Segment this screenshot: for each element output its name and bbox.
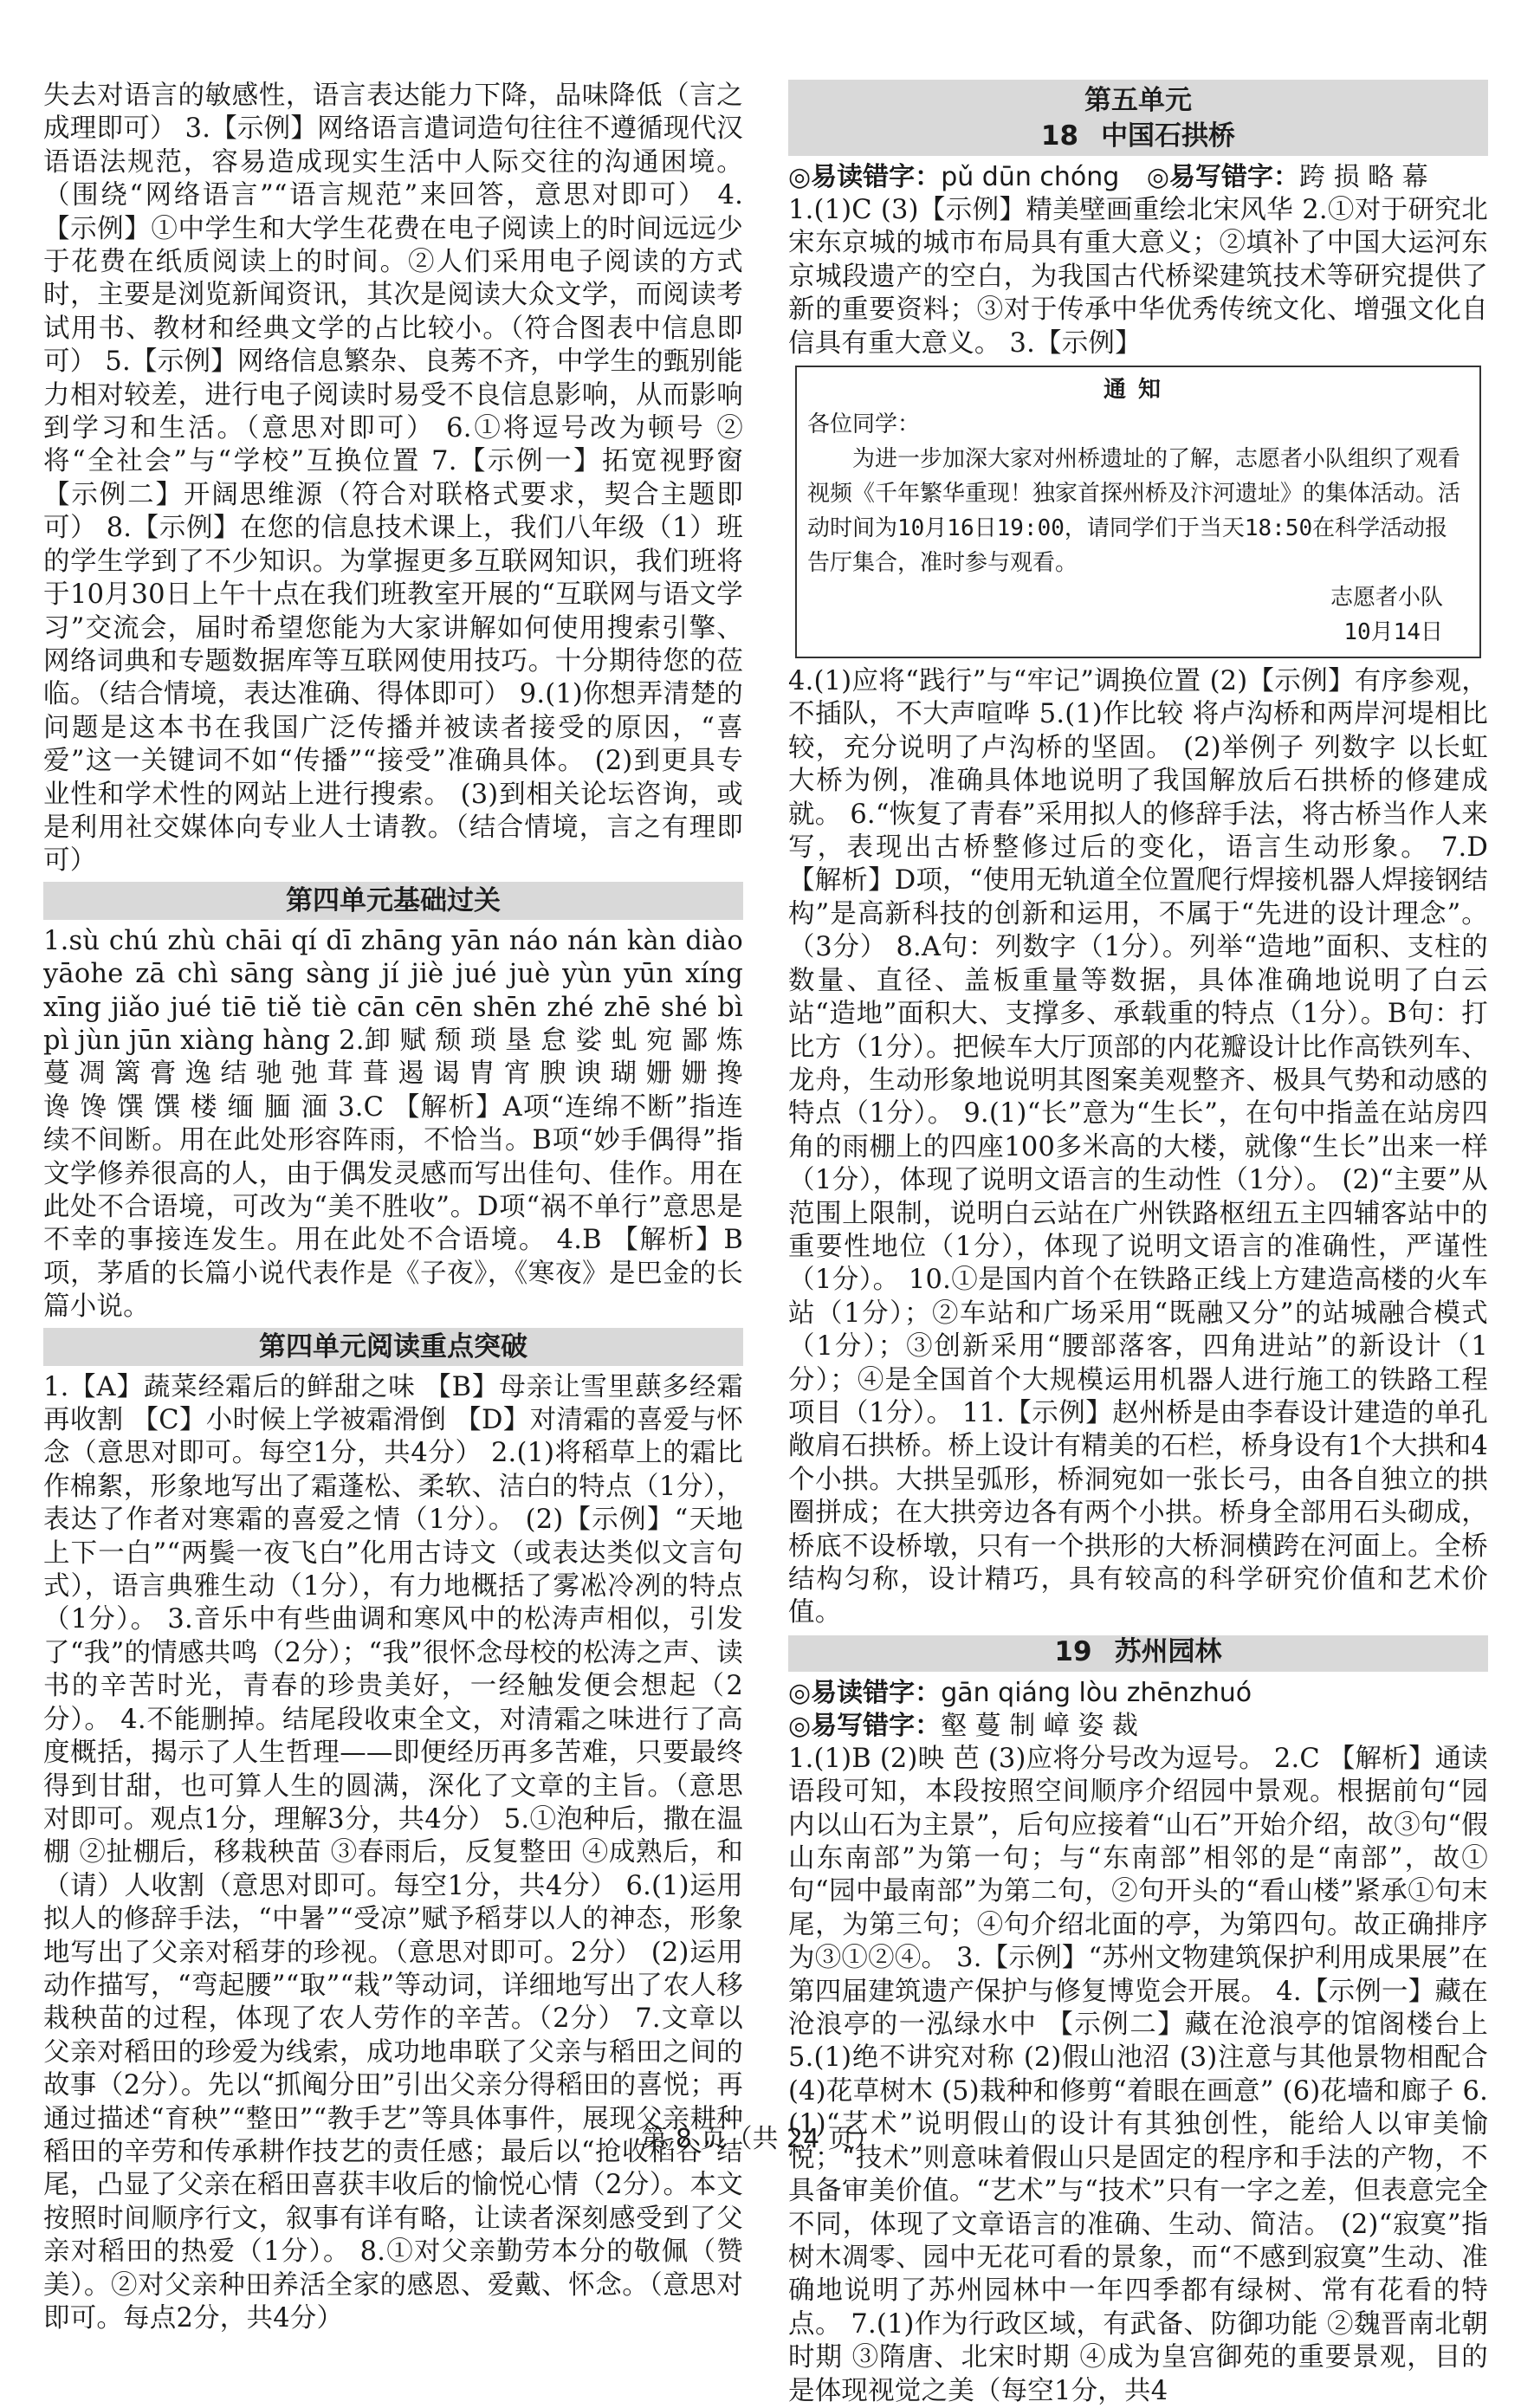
notice-title: 通知 xyxy=(1103,377,1173,404)
unit4-answers-continued: 失去对语言的敏感性，语言表达能力下降，品味降低（言之成理即可） 3.【示例】网络语言遣词造句往往不遵循现代汉语语法规范，容易造成现实生活中人际交往的沟通困境。（围绕“网络语言”“语言规范”来回答，意思对即可） 4.【示例】①中学生和大学生花费在电子阅读上的时间远远少于花费在纸质阅读上的时间。②人们采用电子阅读的方式时，主要是浏览新闻资讯，其次是阅读大众文学，而阅读考试用书、教材和经典文学的占比较小。（符合图表中信息即可） 5.【示例】网络信息繁杂、良莠不齐，中学生的甄别能力相对较差，进行电子阅读时易受不良信息影响，从而影响到学习和生活。（意思对即可） 6.①将逗号改为顿号 ②将“全社会”与“学校”互换位置 7.【示例一】拓宽视野窗 【示例二】开阔思维源（符合对联格式要求，契合主题即可） 8.【示例】在您的信息技术课上，我们八年级（1）班的学生学到了不少知识。为掌握更多互联网知识，我们班将于10月30日上午十点在我们班教室开展的“互联网与语文学习”交流会，届时希望您能为大家讲解如何使用搜索引擎、网络词典和专题数据库等互联网使用技巧。十分期待您的莅临。（结合情境，表达准确、得体即可） 9.(1)你想弄清楚的问题是这本书在我国广泛传播并被读者接受的原因，“喜爱”这一关键词不如“传播”“接受”准确具体。 (2)到更具专业性和学术性的网站上进行搜索。 (3)到相关论坛咨询，或是利用社交媒体向专业人士请教。（结合情境，言之有理即可） xyxy=(43,81,743,877)
lesson-18-heading xyxy=(788,120,1488,156)
section-heading-reading: 第四单元阅读重点突破 xyxy=(43,1328,743,1366)
left-column xyxy=(43,80,743,2335)
notice-body: 为进一步加深大家对州桥遗址的了解，志愿者小队组织了观看视频《千年繁华重现！独家首探州桥及汴河遗址》的集体活动。活动时间为10月16日19:00，请同学们于当天18:50在科学活动报告厅集合，准时参与观看。 xyxy=(807,446,1461,577)
notice-date: 10月14日 xyxy=(1343,619,1443,646)
lesson-18-error-words xyxy=(788,161,1488,194)
read-error-label: ◎易读错字： xyxy=(788,162,942,192)
lesson-number: 18 xyxy=(1040,120,1079,152)
unit4-basic-answers: 1.sù chú zhù chāi qí dī zhāng yān náo nán kàn diào yāohe zā chì sāng sàng jí jiè jué juè yùn yūn xíng xīng jiǎo jué tiē tiě tiè cān cēn shēn zhé zhē shé bì pì jùn jūn xiàng hàng 2.卸 赋 颓 琐 垦 怠 娑 虬 宛 鄙 炼 蔓 凋 篱 膏 逸 结 驰 弛 茸 葺 遏 谒 胄 宵 腴 谀 瑚 姗 姗 搀 谗 馋 馔 馔 楼 缅 腼 湎 3.C 【解析】A项“连绵不断”指连续不间断。用在此处形容阵雨，不恰当。B项“妙手偶得”指文学修养很高的人，由于偶发灵感而写出佳句、佳作。用在此处不合语境，可改为“美不胜收”。D项“祸不单行”意思是不幸的事接连发生。用在此处不合语境。 4.B 【解析】B项，茅盾的长篇小说代表作是《子夜》，《寒夜》是巴金的长篇小说。 xyxy=(43,925,743,1323)
lesson-title: 中国石拱桥 xyxy=(1101,120,1236,152)
unit4-reading-answers: 1.【A】蔬菜经霜后的鲜甜之味 【B】母亲让雪里蕻多经霜再收割 【C】小时候上学被霜滑倒 【D】对清霜的喜爱与怀念（意思对即可。每空1分，共4分） 2.(1)将稻草上的霜比作棉絮，形象地写出了霜蓬松、柔软、洁白的特点（1分），表达了作者对寒霜的喜爱之情（1分）。 (2)【示例】“天地上下一白”“两鬓一夜飞白”化用古诗文（或表达类似文言句式），语言典雅生动（1分），有力地概括了雾凇冷冽的特点（1分）。 3.音乐中有些曲调和寒风中的松涛声相似，引发了“我”的情感共鸣（2分）；“我”很怀念母校的松涛之声、读书的辛苦时光，青春的珍贵美好，一经触发便会想起（2分）。 4.不能删掉。结尾段收束全文，对清霜之味进行了高度概括，揭示了人生哲理——即便经历再多苦难，只要最终得到甘甜，也可算人生的圆满，深化了文章的主旨。（意思对即可。观点1分，理解3分，共4分） 5.①泡种后，撒在温棚 ②扯棚后，移栽秧苗 ③春雨后，反复整田 ④成熟后，和（请）人收割（意思对即可。每空1分，共4分） 6.(1)运用拟人的修辞手法，“中暑”“受凉”赋予稻芽以人的神态，形象地写出了父亲对稻芽的珍视。（意思对即可。2分） (2)运用动作描写，“弯起腰”“取”“栽”等动词，详细地写出了农人移栽秧苗的过程，体现了农人劳作的辛苦。（2分） 7.文章以父亲对稻田的珍爱为线索，成功地串联了父亲与稻田之间的故事（2分）。先以“抓阄分田”引出父亲分得稻田的喜悦；再通过描述“育秧”“整田”“教手艺”等具体事件，展现父亲耕种稻田的辛劳和传承耕作技艺的责任感；最后以“抢收稻谷”结尾，凸显了父亲在稻田喜获丰收后的愉悦心情（2分）。本文按照时间顺序行文，叙事有详有略，让读者深刻感受到了父亲对稻田的热爱（1分）。 8.①对父亲勤劳本分的敬佩（赞美）。②对父亲种田养活全家的感恩、爱戴、怀念。（意思对即可。每点2分，共4分） xyxy=(43,1371,743,2334)
lesson-18-answers: 1.(1)C (3)【示例】精美壁画重绘北宋风华 2.①对于研究北宋东京城的城市布局具有重大意义；②填补了中国大运河东京城段遗产的空白，为我国古代桥梁建筑技术等研究提供了新的重要资料；③对于传承中华优秀传统文化、增强文化自信具有重大意义。 3.【示例】 xyxy=(788,195,1488,359)
lesson-number: 19 xyxy=(1054,1635,1092,1667)
notice-greeting: 各位同学： xyxy=(807,411,921,438)
read-error-label: ◎易读错字： xyxy=(788,1677,942,1708)
right-column xyxy=(788,80,1488,2408)
lesson-19-read-errors xyxy=(788,1677,1488,1710)
read-error-words: pǔ dūn chóng xyxy=(941,162,1120,192)
page-number: 第 8 页（共 24 页） xyxy=(641,2124,880,2154)
read-error-words: gān qiáng lòu zhēnzhuó xyxy=(941,1677,1252,1708)
lesson-19-heading xyxy=(788,1635,1488,1672)
write-error-label: ◎易写错字： xyxy=(788,1710,942,1741)
lesson-title: 苏州园林 xyxy=(1114,1635,1222,1667)
lesson-19-answers: 1.(1)B (2)映 芭 (3)应将分号改为逗号。 2.C 【解析】通读语段可知，本段按照空间顺序介绍园中景观。根据前句“园内以山石为主景”，后句应接着“山石”开始介绍，故③句“假山东南部”为第一句；与“东南部”相邻的是“南部”，故①句“园中最南部”为第二句，②句开头的“看山楼”紧承①句末尾，为第三句；④句介绍北面的亭，为第四句。故正确排序为③①②④。 3.【示例】“苏州文物建筑保护利用成果展”在第四届建筑遗产保护与修复博览会开展。 4.【示例一】藏在沧浪亭的一泓绿水中 【示例二】藏在沧浪亭的馆阁楼台上 5.(1)绝不讲究对称 (2)假山池沼 (3)注意与其他景物相配合 (4)花草树木 (5)栽种和修剪“着眼在画意” (6)花墙和廊子 6.(1)“艺术”说明假山的设计有其独创性，能给人以审美愉悦；“技术”则意味着假山只是固定的程序和手法的产物，不具备审美价值。“艺术”与“技术”只有一字之差，但表意完全不同，体现了文章语言的准确、生动、简洁。 (2)“寂寞”指树木凋零、园中无花可看的景象，而“不感到寂寞”生动、准确地说明了苏州园林中一年四季都有绿树、常有花看的特点。 7.(1)作为行政区域，有武备、防御功能 ②魏晋南北朝时期 ③隋唐、北宋时期 ④成为皇宫御苑的重要景观，目的是体现视觉之美（每空1分，共4 xyxy=(788,1743,1488,2406)
notice-signature: 志愿者小队 xyxy=(1330,585,1443,612)
lesson-19-write-errors xyxy=(788,1710,1488,1743)
write-error-words: 壑 蔓 制 嶂 姿 裁 xyxy=(941,1710,1138,1741)
notice-box xyxy=(795,366,1481,658)
write-error-words: 跨 损 略 幕 xyxy=(1299,162,1428,192)
unit-heading: 第五单元 xyxy=(788,80,1488,120)
write-error-label: ◎易写错字： xyxy=(1146,162,1300,192)
lesson-18-answers-continued: 4.(1)应将“践行”与“牢记”调换位置 (2)【示例】有序参观，不插队，不大声喧哗 5.(1)作比较 将卢沟桥和两岸河堤相比较，充分说明了卢沟桥的坚固。 (2)举例子 列数字 以长虹大桥为例，准确具体地说明了我国解放后石拱桥的修建成就。 6.“恢复了青春”采用拟人的修辞手法，将古桥当作人来写，表现出古桥整修过后的变化，语言生动形象。 7.D 【解析】D项，“使用无轨道全位置爬行焊接机器人焊接钢结构”是高新科技的创新和运用，不属于“先进的设计理念”。（3分） 8.A句：列数字（1分）。列举“造地”面积、支柱的数量、直径、盖板重量等数据，具体准确地说明了白云站“造地”面积大、支撑多、承载重的特点（1分）。B句：打比方（1分）。把候车大厅顶部的内花瓣设计比作高铁列车、龙舟，生动形象地说明其图案美观整齐、极具气势和动感的特点（1分）。 9.(1)“长”意为“生长”，在句中指盖在站房四角的雨棚上的四座100多米高的大楼，就像“生长”出来一样（1分），体现了说明文语言的生动性（1分）。 (2)“主要”从范围上限制，说明白云站在广州铁路枢纽五主四辅客站中的重要性地位（1分），体现了说明文语言的准确性，严谨性（1分）。 10.①是国内首个在铁路正线上方建造高楼的火车站（1分）；②车站和广场采用“既融又分”的站城融合模式（1分）；③创新采用“腰部落客，四角进站”的新设计（1分）；④是全国首个大规模运用机器人进行施工的铁路工程项目（1分）。 11.【示例】赵州桥是由李春设计建造的单孔敞肩石拱桥。桥上设计有精美的石栏，桥身设有1个大拱和4个小拱。大拱呈弧形，桥洞宛如一张长弓，由各自独立的拱圈拼成；在大拱旁边各有两个小拱。桥身全部用石头砌成，桥底不设桥墩，只有一个拱形的大桥洞横跨在河面上。全桥结构匀称，设计精巧，具有较高的科学研究价值和艺术价值。 xyxy=(788,666,1488,1628)
section-heading-basic: 第四单元基础过关 xyxy=(43,882,743,920)
